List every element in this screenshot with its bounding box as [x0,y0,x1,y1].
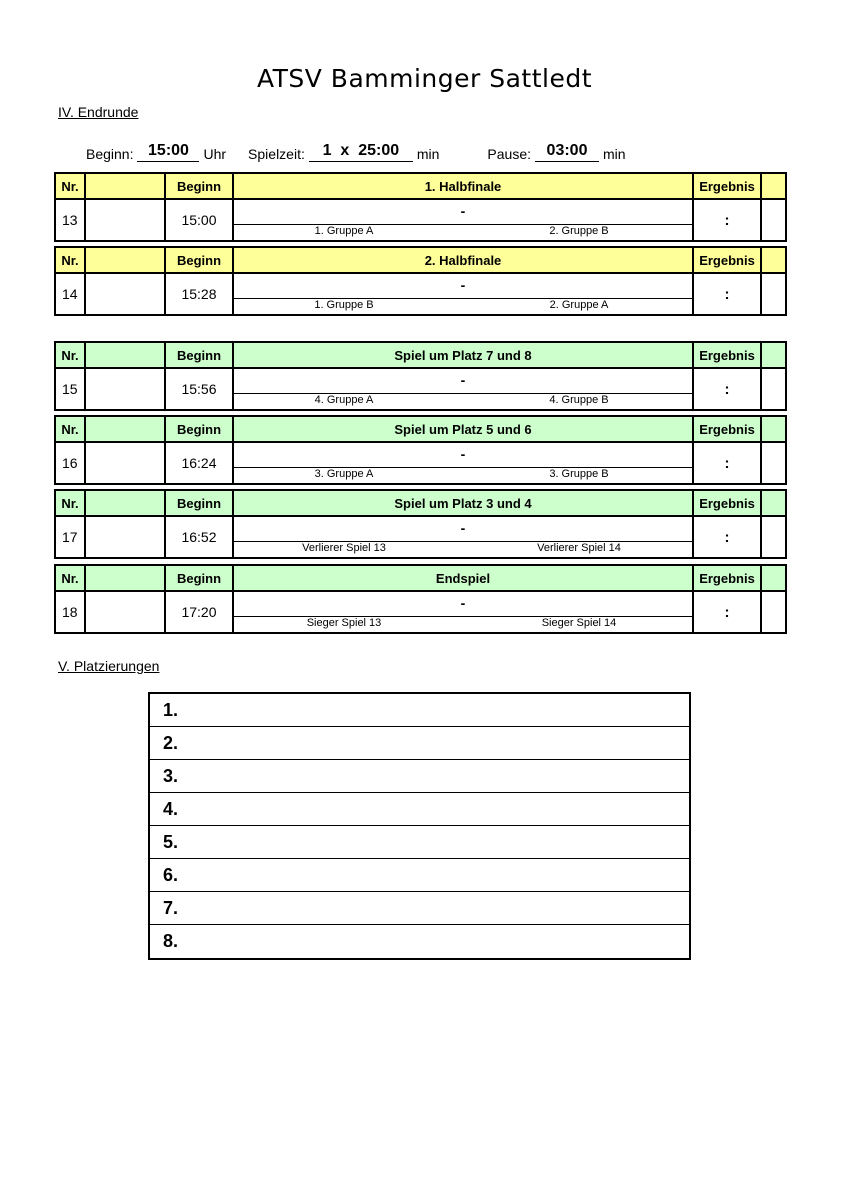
match-row [56,517,785,557]
extra-field[interactable] [760,517,785,557]
result-field[interactable]: : [692,369,760,409]
match-row [56,369,785,409]
pairing-separator: - [234,592,692,617]
match-title: 1. Halbfinale [232,174,692,198]
beginn-value: 15:00 [137,142,199,162]
rank-row[interactable]: 1. [150,694,689,727]
pairing-separator: - [234,443,692,468]
match-time: 16:24 [164,443,232,483]
field-cell[interactable] [84,592,164,632]
match-time: 17:20 [164,592,232,632]
pairing-separator: - [234,517,692,542]
header-nr: Nr. [61,570,79,586]
header-blank [84,417,164,441]
header-nr: Nr. [61,347,79,363]
match-pairing [232,369,692,409]
match-number: 17 [62,529,78,545]
pause-value: 03:00 [535,142,599,162]
pairing-separator: - [234,274,692,299]
spielzeit-label: Spielzeit: [248,146,305,162]
result-field[interactable]: : [692,200,760,240]
pairing-separator: - [234,369,692,394]
header-beginn: Beginn [164,566,232,590]
header-ergebnis: Ergebnis [692,343,760,367]
match-number: 14 [62,286,78,302]
team-a-label: 1. Gruppe A [314,225,374,237]
header-extra [760,174,785,198]
rank-row[interactable]: 2. [150,727,689,760]
header-blank [84,491,164,515]
header-extra [760,491,785,515]
header-extra [760,343,785,367]
beginn-unit: Uhr [203,146,227,162]
header-blank [84,248,164,272]
match-number: 16 [62,455,78,471]
field-cell[interactable] [84,369,164,409]
header-blank [84,566,164,590]
header-beginn: Beginn [164,248,232,272]
match-pairing [232,200,692,240]
rank-row[interactable]: 6. [150,859,689,892]
extra-field[interactable] [760,443,785,483]
rank-row[interactable]: 3. [150,760,689,793]
field-cell[interactable] [84,443,164,483]
header-beginn: Beginn [164,491,232,515]
team-b-label: Sieger Spiel 14 [541,617,617,629]
header-extra [760,566,785,590]
header-ergebnis: Ergebnis [692,417,760,441]
team-b-label: 4. Gruppe B [549,394,609,406]
match-header [56,174,785,200]
match-block-18 [54,564,787,634]
header-beginn: Beginn [164,417,232,441]
match-header [56,566,785,592]
match-block-13 [54,172,787,242]
match-block-15 [54,341,787,411]
rank-row[interactable]: 5. [150,826,689,859]
match-title: Spiel um Platz 3 und 4 [232,491,692,515]
team-b-label: 2. Gruppe B [549,225,609,237]
match-pairing [232,592,692,632]
match-header [56,491,785,517]
match-header [56,248,785,274]
match-block-16 [54,415,787,485]
pause-unit: min [603,146,626,162]
extra-field[interactable] [760,369,785,409]
match-row [56,592,785,632]
spielzeit-value: 1 x 25:00 [309,142,413,162]
header-ergebnis: Ergebnis [692,174,760,198]
field-cell[interactable] [84,274,164,314]
header-nr: Nr. [61,178,79,194]
match-pairing [232,274,692,314]
team-b-label: Verlierer Spiel 14 [537,542,621,554]
header-ergebnis: Ergebnis [692,491,760,515]
header-nr: Nr. [61,421,79,437]
match-pairing [232,517,692,557]
rank-row[interactable]: 8. [163,931,179,951]
team-a-label: Sieger Spiel 13 [306,617,382,629]
field-cell[interactable] [84,517,164,557]
team-a-label: 3. Gruppe A [314,468,374,480]
header-extra [760,248,785,272]
spielzeit-unit: min [416,146,440,162]
pause-label: Pause: [487,146,532,162]
match-time: 15:00 [164,200,232,240]
schedule-parameters [86,138,626,162]
header-extra [760,417,785,441]
header-blank [84,174,164,198]
team-b-label: 2. Gruppe A [549,299,609,311]
header-beginn: Beginn [164,343,232,367]
result-field[interactable]: : [692,517,760,557]
team-b-label: 3. Gruppe B [549,468,609,480]
rank-row[interactable]: 7. [150,892,689,925]
team-a-label: 1. Gruppe B [314,299,374,311]
match-title: Spiel um Platz 5 und 6 [232,417,692,441]
header-blank [84,343,164,367]
pairing-separator: - [234,200,692,225]
match-time: 16:52 [164,517,232,557]
match-time: 15:28 [164,274,232,314]
match-time: 15:56 [164,369,232,409]
team-a-label: Verlierer Spiel 13 [302,542,386,554]
header-ergebnis: Ergebnis [692,566,760,590]
header-beginn: Beginn [164,174,232,198]
field-cell[interactable] [84,200,164,240]
match-title: 2. Halbfinale [232,248,692,272]
header-ergebnis: Ergebnis [692,248,760,272]
rank-row[interactable]: 4. [150,793,689,826]
header-nr: Nr. [61,252,79,268]
match-title: Spiel um Platz 7 und 8 [232,343,692,367]
match-number: 15 [62,381,78,397]
match-number: 18 [62,604,78,620]
match-header [56,417,785,443]
section-heading-endrunde: IV. Endrunde [58,104,139,120]
result-field[interactable]: : [692,443,760,483]
match-row [56,443,785,483]
match-row [56,274,785,314]
result-field[interactable]: : [692,592,760,632]
match-header [56,343,785,369]
match-block-14 [54,246,787,316]
ranking-table [148,692,691,960]
header-nr: Nr. [61,495,79,511]
extra-field[interactable] [760,200,785,240]
match-block-17 [54,489,787,559]
result-field[interactable]: : [692,274,760,314]
match-row [56,200,785,240]
section-heading-platzierungen: V. Platzierungen [58,658,160,674]
extra-field[interactable] [760,592,785,632]
match-number: 13 [62,212,78,228]
extra-field[interactable] [760,274,785,314]
beginn-label: Beginn: [86,146,134,162]
match-title: Endspiel [232,566,692,590]
team-a-label: 4. Gruppe A [314,394,374,406]
page-title: ATSV Bamminger Sattledt [256,64,593,93]
match-pairing [232,443,692,483]
